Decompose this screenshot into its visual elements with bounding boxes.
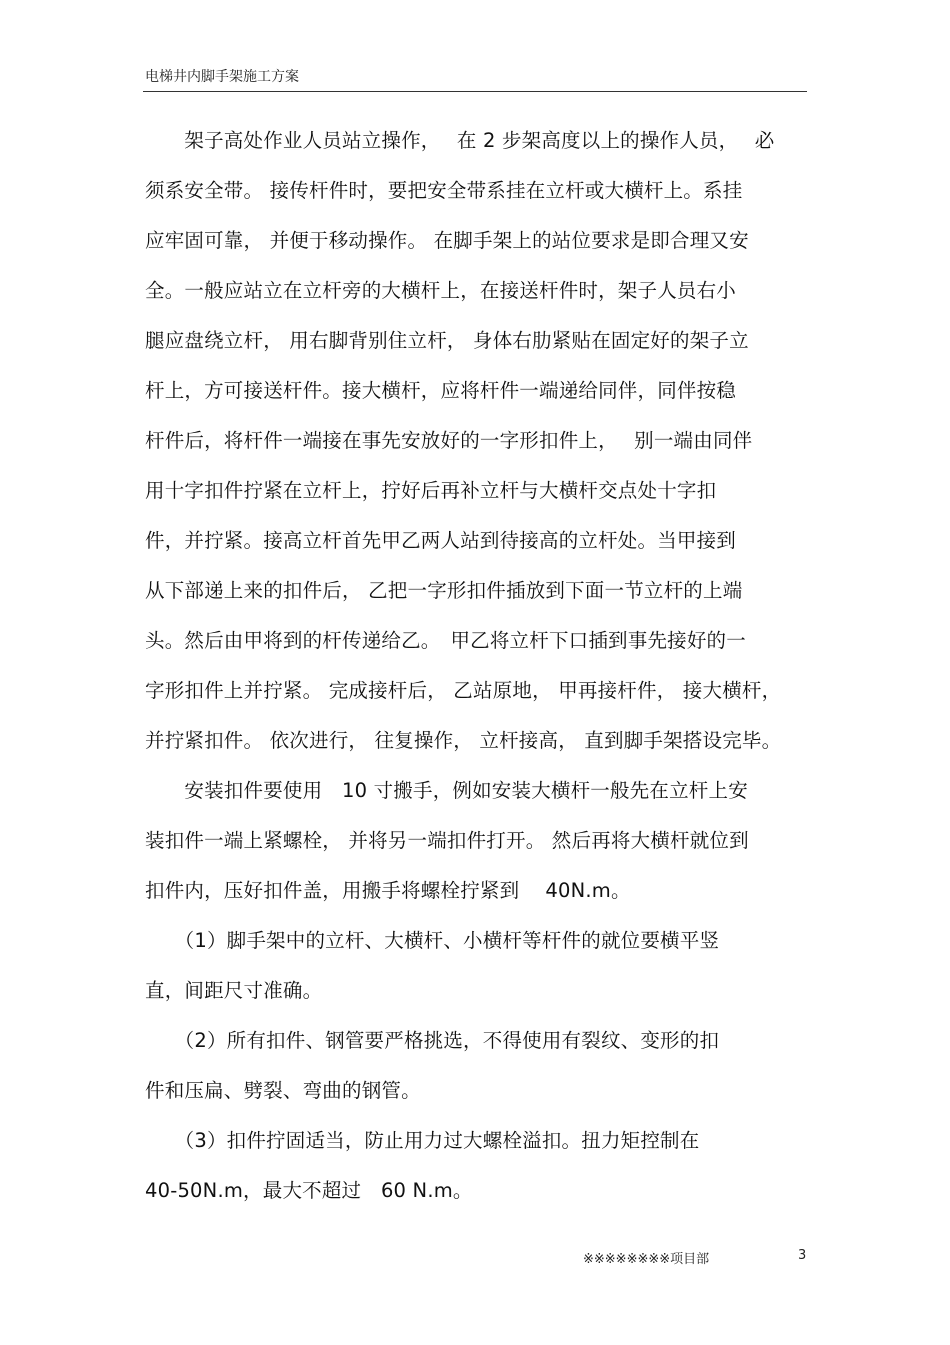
text-line: （1）脚手架中的立杆、大横杆、小横杆等杆件的就位要横平竖 xyxy=(145,929,720,952)
text-line: 40-50N.m，最大不超过 60 N.m。 xyxy=(145,1179,473,1202)
text-line: 杆件后，将杆件一端接在事先安放好的一字形扣件上， 别一端由同伴 xyxy=(145,429,753,452)
footer-organization: ※※※※※※※※项目部 xyxy=(583,1252,710,1267)
text-line: 装扣件一端上紧螺栓， 并将另一端扣件打开。 然后再将大横杆就位到 xyxy=(145,829,749,852)
document-header-title: 电梯井内脚手架施工方案 xyxy=(145,69,299,85)
text-line: 用十字扣件拧紧在立杆上，拧好后再补立杆与大横杆交点处十字扣 xyxy=(145,479,717,502)
text-line: （3）扣件拧固适当，防止用力过大螺栓溢扣。扭力矩控制在 xyxy=(145,1129,700,1152)
text-line: 应牢固可靠， 并便于移动操作。 在脚手架上的站位要求是即合理又安 xyxy=(145,229,749,252)
text-line: （2）所有扣件、钢管要严格挑选，不得使用有裂纹、变形的扣 xyxy=(145,1029,720,1052)
header-divider xyxy=(143,91,807,92)
text-line: 直，间距尺寸准确。 xyxy=(145,979,323,1002)
text-line: 扣件内，压好扣件盖，用搬手将螺栓拧紧到 40N.m。 xyxy=(145,879,631,902)
text-line: 腿应盘绕立杆， 用右脚背别住立杆， 身体右肋紧贴在固定好的架子立 xyxy=(145,329,749,352)
text-line: 并拧紧扣件。 依次进行， 往复操作， 立杆接高， 直到脚手架搭设完毕。 xyxy=(145,729,782,752)
text-line: 安装扣件要使用 10 寸搬手，例如安装大横杆一般先在立杆上安 xyxy=(145,779,748,802)
text-line: 架子高处作业人员站立操作， 在 2 步架高度以上的操作人员， 必 xyxy=(145,129,775,152)
text-line: 全。一般应站立在立杆旁的大横杆上，在接送杆件时，架子人员右小 xyxy=(145,279,737,302)
text-line: 须系安全带。 接传杆件时，要把安全带系挂在立杆或大横杆上。系挂 xyxy=(145,179,743,202)
text-line: 字形扣件上并拧紧。 完成接杆后， 乙站原地， 甲再接杆件， 接大横杆， xyxy=(145,679,782,702)
text-line: 件和压扁、劈裂、弯曲的钢管。 xyxy=(145,1079,421,1102)
text-line: 件，并拧紧。接高立杆首先甲乙两人站到待接高的立杆处。当甲接到 xyxy=(145,529,737,552)
text-line: 杆上，方可接送杆件。接大横杆，应将杆件一端递给同伴，同伴按稳 xyxy=(145,379,737,402)
page-number: 3 xyxy=(798,1248,807,1263)
text-line: 头。然后由甲将到的杆传递给乙。 甲乙将立杆下口插到事先接好的一 xyxy=(145,629,746,652)
text-line: 从下部递上来的扣件后， 乙把一字形扣件插放到下面一节立杆的上端 xyxy=(145,579,743,602)
